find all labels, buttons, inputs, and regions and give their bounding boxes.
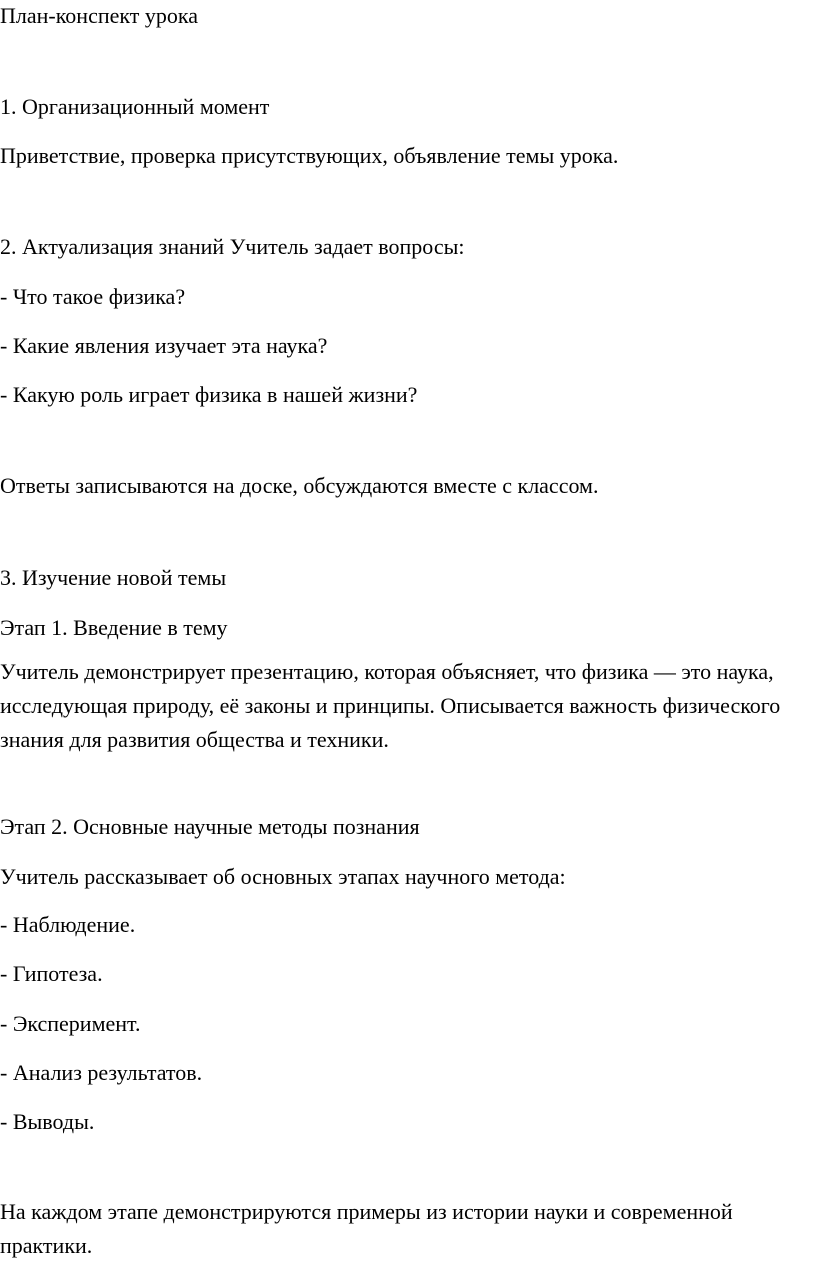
question-item: - Что такое физика? bbox=[0, 284, 186, 309]
question-item: - Какие явления изучает эта наука? bbox=[0, 333, 328, 358]
section-1-heading: 1. Организационный момент bbox=[0, 94, 270, 119]
method-step-item: - Анализ результатов. bbox=[0, 1060, 203, 1085]
document-title: План-конспект урока bbox=[0, 3, 199, 28]
method-step-item: - Гипотеза. bbox=[0, 961, 103, 986]
section-3-heading: 3. Изучение новой темы bbox=[0, 565, 227, 590]
method-step-item: - Эксперимент. bbox=[0, 1011, 141, 1036]
section-1-text: Приветствие, проверка присутствующих, объявление темы урока. bbox=[0, 143, 619, 168]
section-2-heading: 2. Актуализация знаний Учитель задает вопросы: bbox=[0, 234, 465, 259]
stage-2-intro: Учитель рассказывает об основных этапах научного метода: bbox=[0, 864, 566, 889]
stage-2-closing: На каждом этапе демонстрируются примеры из истории науки и современной практики. bbox=[0, 1199, 733, 1258]
stage-1-text: Учитель демонстрирует презентацию, которая объясняет, что физика — это наука, исследующая природу, её законы и принципы. Описывается важность физического знания для развития общества и техники. bbox=[0, 659, 781, 752]
method-step-item: - Выводы. bbox=[0, 1109, 95, 1134]
stage-2-heading: Этап 2. Основные научные методы познания bbox=[0, 814, 420, 839]
section-2-summary: Ответы записываются на доске, обсуждаются вместе с классом. bbox=[0, 473, 599, 498]
method-step-item: - Наблюдение. bbox=[0, 912, 136, 937]
stage-1-heading: Этап 1. Введение в тему bbox=[0, 615, 228, 640]
question-item: - Какую роль играет физика в нашей жизни? bbox=[0, 382, 418, 407]
